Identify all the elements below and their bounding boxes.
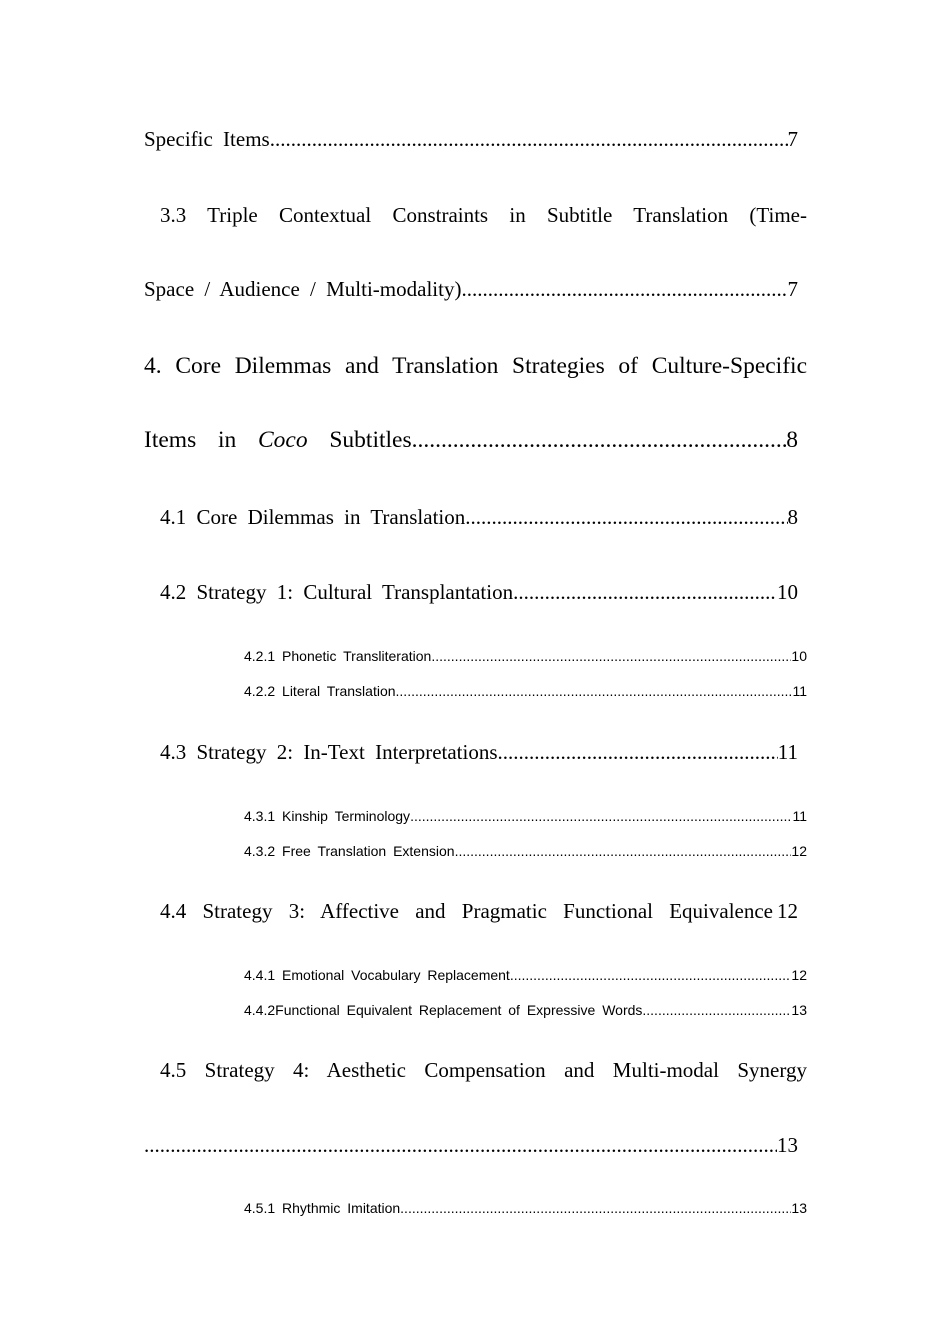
film-title-coco: Coco bbox=[258, 427, 308, 453]
toc-entry-4-5-line1[interactable]: 4.5 Strategy 4: Aesthetic Compensation and Multi-modal Synergy bbox=[160, 1058, 807, 1082]
toc-page-number: 12 bbox=[791, 967, 807, 983]
toc-entry-title: 4.2.2 Literal Translation bbox=[244, 683, 396, 699]
toc-entry-4-3[interactable] bbox=[160, 740, 798, 765]
toc-page-number: 11 bbox=[792, 683, 807, 699]
toc-entry-title-pre: Items in bbox=[144, 427, 258, 453]
toc-entry-3-3-line1[interactable]: 3.3 Triple Contextual Constraints in Subtitle Translation (Time- bbox=[160, 203, 807, 227]
toc-page-number: 13 bbox=[777, 1133, 798, 1157]
toc-entry-4-2-2[interactable] bbox=[244, 683, 807, 699]
toc-entry-title: 4.3.1 Kinship Terminology bbox=[244, 808, 411, 824]
toc-page-number: 13 bbox=[791, 1002, 807, 1018]
toc-entry-title: 4.1 Core Dilemmas in Translation bbox=[160, 505, 466, 529]
toc-entry-4-line1[interactable]: 4. Core Dilemmas and Translation Strategies of Culture-Specific bbox=[144, 353, 807, 379]
toc-page-number: 7 bbox=[787, 277, 798, 301]
toc-page-number: 7 bbox=[787, 127, 798, 151]
toc-entry-4-3-2[interactable] bbox=[244, 843, 807, 859]
toc-leader-dots bbox=[513, 580, 777, 605]
toc-entry-4-2[interactable] bbox=[160, 580, 798, 605]
toc-entry-4-4[interactable] bbox=[160, 899, 798, 924]
toc-leader-dots bbox=[465, 505, 787, 530]
toc-entry-title: 4.4 Strategy 3: Affective and Pragmatic Functional Equivalence bbox=[160, 899, 773, 923]
toc-entry-title: Specific Items bbox=[144, 127, 270, 151]
toc-entry-title bbox=[144, 427, 412, 454]
toc-leader-dots bbox=[400, 1200, 791, 1216]
toc-leader-dots bbox=[498, 740, 778, 765]
toc-entry-3-2-continued[interactable] bbox=[144, 127, 798, 152]
toc-page-number: 11 bbox=[792, 808, 807, 824]
toc-leader-dots bbox=[144, 1133, 777, 1158]
toc-entry-4-4-2[interactable] bbox=[244, 1002, 807, 1018]
toc-page-number: 8 bbox=[787, 505, 798, 529]
toc-entry-4-5-line2[interactable] bbox=[144, 1133, 798, 1158]
toc-entry-4-5-1[interactable] bbox=[244, 1200, 807, 1216]
toc-entry-title: 4.2.1 Phonetic Transliteration bbox=[244, 648, 432, 664]
toc-entry-title: Space / Audience / Multi-modality) bbox=[144, 277, 462, 301]
toc-entry-4-1[interactable] bbox=[160, 505, 798, 530]
toc-leader-dots bbox=[396, 683, 793, 699]
toc-entry-title: 4.5.1 Rhythmic Imitation bbox=[244, 1200, 401, 1216]
toc-entry-3-3-line2[interactable] bbox=[144, 277, 798, 302]
toc-entry-title: 4.3 Strategy 2: In-Text Interpretations bbox=[160, 740, 498, 764]
toc-page-number: 10 bbox=[777, 580, 798, 604]
toc-leader-dots bbox=[642, 1002, 791, 1018]
toc-entry-title: 4.4.1 Emotional Vocabulary Replacement bbox=[244, 967, 510, 983]
toc-entry-4-3-1[interactable] bbox=[244, 808, 807, 824]
toc-leader-dots bbox=[510, 967, 792, 983]
toc-leader-dots bbox=[431, 648, 791, 664]
toc-page-number: 11 bbox=[777, 740, 798, 764]
toc-entry-title-post: Subtitles bbox=[307, 427, 412, 453]
toc-page-number: 8 bbox=[786, 427, 798, 453]
toc-entry-title: 4.4.2Functional Equivalent Replacement of Expressive Words bbox=[244, 1002, 643, 1018]
toc-page-number: 10 bbox=[791, 648, 807, 664]
toc-leader-dots bbox=[270, 127, 788, 152]
toc-entry-4-line2[interactable] bbox=[144, 427, 798, 454]
toc-page-number: 13 bbox=[791, 1200, 807, 1216]
toc-page-number: 12 bbox=[791, 843, 807, 859]
toc-page-number: 12 bbox=[777, 899, 798, 923]
toc-leader-dots bbox=[412, 427, 787, 454]
toc-leader-dots bbox=[410, 808, 792, 824]
toc-entry-title: 4.3.2 Free Translation Extension bbox=[244, 843, 455, 859]
toc-entry-4-2-1[interactable] bbox=[244, 648, 807, 664]
toc-entry-title: 4.2 Strategy 1: Cultural Transplantation bbox=[160, 580, 514, 604]
toc-leader-dots bbox=[461, 277, 787, 302]
toc-entry-4-4-1[interactable] bbox=[244, 967, 807, 983]
toc-leader-dots bbox=[455, 843, 792, 859]
